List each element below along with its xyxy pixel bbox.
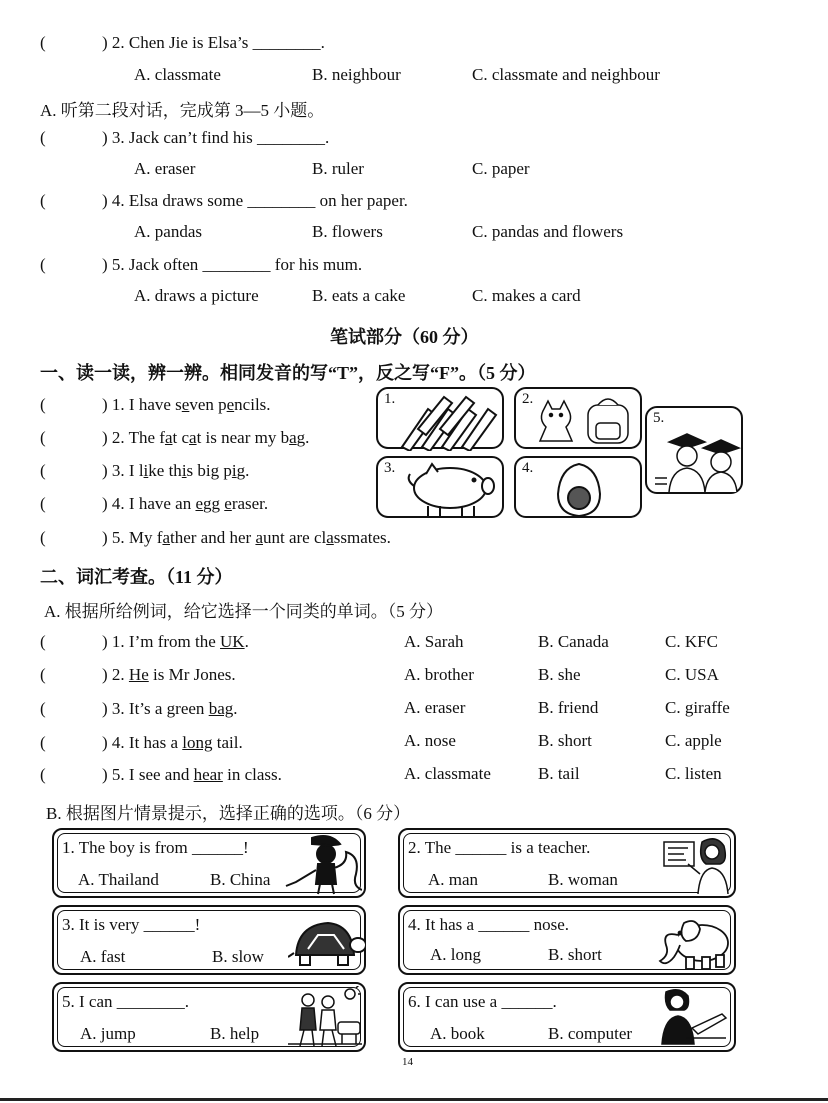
example-word: long — [182, 733, 213, 752]
question-text: ) 3. Jack can’t find his ________. — [102, 128, 330, 147]
underlined-letter: i — [231, 461, 237, 480]
underlined-letter: a — [189, 428, 197, 447]
girl-with-computer-icon — [656, 988, 728, 1048]
item-text: unt are cl — [262, 528, 327, 547]
turtle-icon — [288, 915, 366, 971]
item-text: g. — [296, 428, 310, 447]
option-a: A. classmate — [404, 764, 491, 783]
picture-number: 5. — [653, 410, 665, 426]
phonics-item-4 — [40, 494, 268, 514]
question-text: 4. It has a ______ nose. — [408, 915, 570, 934]
written-part-title: 笔试部分（60 分） — [330, 327, 479, 347]
section-2-part-a-title: A. 根据所给例词，给它选择一个同类的单词。（5 分） — [44, 602, 444, 621]
option-b: B. Canada — [538, 632, 609, 651]
option-a: A. classmate — [134, 65, 221, 84]
option-c: C. apple — [665, 731, 722, 750]
listening-question-3 — [40, 128, 329, 148]
picture-egg — [514, 456, 642, 518]
item-text: ) 1. I have s — [102, 395, 182, 414]
item-text: ven p — [189, 395, 227, 414]
example-word: He — [128, 665, 149, 684]
example-word: UK — [220, 632, 245, 651]
answer-paren[interactable]: ( — [40, 255, 46, 274]
helping-old-man-icon — [286, 986, 364, 1050]
picture-pencils — [376, 387, 504, 449]
picture-cat-bag — [514, 387, 642, 449]
item-text: ncils. — [234, 395, 271, 414]
option-a: A. pandas — [134, 222, 202, 241]
answer-paren[interactable]: ( — [40, 191, 46, 210]
option-c: C. paper — [472, 159, 530, 178]
phonics-item-2 — [40, 428, 309, 448]
vocab-row-5 — [40, 765, 282, 785]
item-text: gg — [203, 494, 225, 513]
item-text: raser. — [231, 494, 269, 513]
picture-number: 4. — [522, 460, 534, 476]
option-a[interactable]: A. Thailand — [78, 870, 159, 889]
item-text: ssmates. — [333, 528, 391, 547]
picture-pig — [376, 456, 504, 518]
question-text: ) 5. Jack often ________ for his mum. — [102, 255, 363, 274]
section-2-part-b-title: B. 根据图片情景提示，选择正确的选项。（6 分） — [46, 804, 411, 823]
item-text: ther and her — [170, 528, 256, 547]
question-text: 3. It is very ______! — [62, 915, 201, 934]
row-text: ) 4. It has a — [102, 733, 183, 752]
answer-paren[interactable]: ( — [40, 665, 46, 684]
question-text: 1. The boy is from ______! — [62, 838, 249, 857]
option-c: C. KFC — [665, 632, 718, 651]
listening-question-2 — [40, 33, 325, 53]
option-a[interactable]: A. long — [430, 945, 481, 964]
phonics-item-1 — [40, 395, 271, 415]
item-text: s big p — [186, 461, 232, 480]
option-b: B. eats a cake — [312, 286, 406, 305]
option-b: B. short — [538, 731, 592, 750]
listening-question-5 — [40, 255, 362, 275]
question-text: 5. I can ________. — [62, 992, 190, 1011]
elephant-icon — [656, 911, 734, 973]
option-b: B. neighbour — [312, 65, 401, 84]
option-b: B. friend — [538, 698, 599, 717]
picture-question-1 — [52, 828, 366, 898]
question-text: ) 2. Chen Jie is Elsa’s ________. — [102, 33, 325, 52]
option-b: B. ruler — [312, 159, 364, 178]
example-word: bag — [208, 699, 234, 718]
vocab-row-2 — [40, 665, 236, 685]
answer-paren[interactable]: ( — [40, 494, 46, 513]
option-a: A. eraser — [404, 698, 466, 717]
answer-paren[interactable]: ( — [40, 699, 46, 718]
option-a[interactable]: A. man — [428, 870, 479, 889]
option-a: A. brother — [404, 665, 474, 684]
underlined-letter: a — [164, 428, 173, 447]
underlined-letter: a — [162, 528, 170, 547]
underlined-letter: i — [181, 461, 187, 480]
underlined-letter: a — [255, 528, 263, 547]
bottom-border — [0, 1098, 828, 1101]
answer-paren[interactable]: ( — [40, 128, 46, 147]
example-word: hear — [193, 765, 223, 784]
item-text: ) 3. I l — [102, 461, 144, 480]
underlined-letter: i — [143, 461, 149, 480]
listening-part-a-heading: A. 听第二段对话，完成第 3—5 小题。 — [40, 101, 325, 120]
row-text: tail. — [212, 733, 243, 752]
underlined-letter: e — [181, 395, 190, 414]
picture-question-5 — [52, 982, 366, 1052]
item-text: ) 2. The f — [102, 428, 165, 447]
item-text: ) 5. My f — [102, 528, 163, 547]
pencils-icon — [378, 389, 506, 451]
item-text: t c — [172, 428, 190, 447]
option-b: B. tail — [538, 764, 580, 783]
answer-paren[interactable]: ( — [40, 395, 46, 414]
option-a: A. eraser — [134, 159, 196, 178]
pig-icon — [378, 458, 506, 520]
item-text: t is near my b — [196, 428, 290, 447]
phonics-item-5 — [40, 528, 391, 548]
picture-question-2 — [398, 828, 736, 898]
row-text: in class. — [222, 765, 282, 784]
option-b: B. flowers — [312, 222, 383, 241]
page-number: 14 — [402, 1056, 413, 1068]
answer-paren[interactable]: ( — [40, 528, 46, 547]
question-text: ) 4. Elsa draws some ________ on her paper. — [102, 191, 408, 210]
option-c: C. giraffe — [665, 698, 730, 717]
listening-question-4 — [40, 191, 408, 211]
underlined-letter: e — [226, 395, 235, 414]
row-text: ) 5. I see and — [102, 765, 194, 784]
boy-with-hat-icon — [282, 834, 362, 896]
answer-paren[interactable]: ( — [40, 765, 46, 784]
egg-icon — [516, 458, 644, 520]
section-1-title: 一、读一读，辨一辨。相同发音的写“T”，反之写“F”。（5 分） — [40, 363, 536, 383]
option-c: C. pandas and flowers — [472, 222, 624, 241]
underlined-letter: a — [326, 528, 334, 547]
option-b[interactable]: B. China — [210, 870, 271, 889]
option-a: A. Sarah — [404, 632, 464, 651]
row-text: ) 3. It’s a green — [102, 699, 209, 718]
option-a[interactable]: A. fast — [80, 947, 126, 966]
option-c: C. makes a card — [472, 286, 581, 305]
option-a: A. nose — [404, 731, 456, 750]
phonics-item-3 — [40, 461, 249, 481]
item-text: ke th — [148, 461, 182, 480]
option-b[interactable]: B. computer — [548, 1024, 633, 1043]
option-b[interactable]: B. slow — [212, 947, 264, 966]
picture-graduates — [645, 406, 743, 494]
option-a[interactable]: A. book — [430, 1024, 485, 1043]
option-b[interactable]: B. short — [548, 945, 602, 964]
picture-number: 2. — [522, 391, 534, 407]
picture-number: 3. — [384, 460, 396, 476]
option-b[interactable]: B. woman — [548, 870, 618, 889]
vocab-row-4 — [40, 733, 243, 753]
option-b[interactable]: B. help — [210, 1024, 260, 1043]
question-text: 2. The ______ is a teacher. — [408, 838, 591, 857]
answer-paren[interactable]: ( — [40, 632, 46, 651]
answer-paren[interactable]: ( — [40, 428, 46, 447]
vocab-row-3 — [40, 699, 237, 719]
row-text: . — [233, 699, 238, 718]
section-2-title: 二、词汇考查。（11 分） — [40, 567, 233, 587]
underlined-letter: e — [195, 494, 204, 513]
row-text: ) 2. — [102, 665, 129, 684]
option-c: C. listen — [665, 764, 722, 783]
option-b: B. she — [538, 665, 581, 684]
cat-and-bag-icon — [516, 389, 644, 451]
row-text: . — [244, 632, 249, 651]
picture-question-3 — [52, 905, 366, 975]
woman-teacher-icon — [662, 834, 734, 896]
row-text: is Mr Jones. — [148, 665, 236, 684]
option-a[interactable]: A. jump — [80, 1024, 136, 1043]
answer-paren[interactable]: ( — [40, 733, 46, 752]
picture-question-6 — [398, 982, 736, 1052]
question-text: 6. I can use a ______. — [408, 992, 557, 1011]
underlined-letter: a — [289, 428, 297, 447]
underlined-letter: e — [224, 494, 232, 513]
picture-question-4 — [398, 905, 736, 975]
vocab-row-1 — [40, 632, 249, 652]
answer-paren[interactable]: ( — [40, 33, 46, 52]
option-a: A. draws a picture — [134, 286, 259, 305]
picture-number: 1. — [384, 391, 396, 407]
item-text: g. — [236, 461, 250, 480]
answer-paren[interactable]: ( — [40, 461, 46, 480]
row-text: ) 1. I’m from the — [102, 632, 221, 651]
option-c: C. USA — [665, 665, 719, 684]
option-c: C. classmate and neighbour — [472, 65, 660, 84]
item-text: ) 4. I have an — [102, 494, 196, 513]
